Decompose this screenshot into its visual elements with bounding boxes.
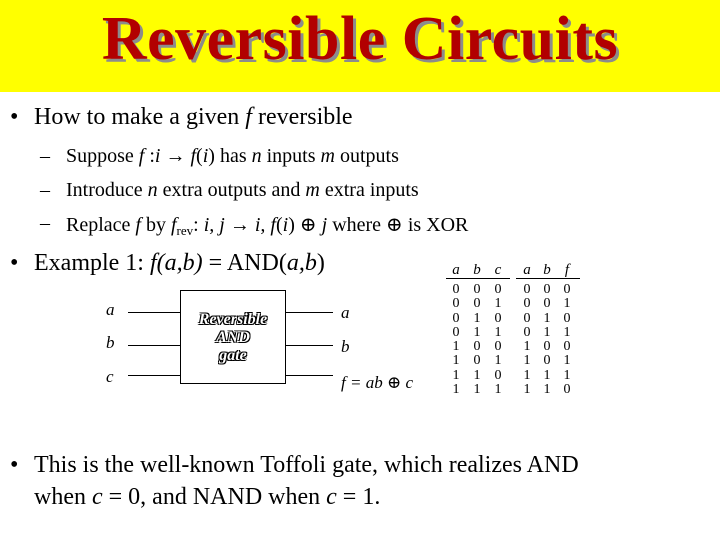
input-wire-b xyxy=(128,345,180,346)
tt-header-out-a: a xyxy=(523,262,531,278)
input-label-a: a xyxy=(106,300,115,319)
input-label-c: c xyxy=(106,367,114,386)
sub-bullet-3-text: Replace f by $f_{rev}$: i, j → i, f(i) ⊕ j where ⊕ is XOR xyxy=(66,214,469,238)
slide-title: Reversible Circuits xyxy=(101,5,619,73)
tt-header-out-b: b xyxy=(543,262,551,278)
output-label-a: a xyxy=(341,303,350,322)
input-wire-a xyxy=(128,312,180,313)
input-label-b: b xyxy=(106,333,115,352)
tt-header-out-f: f xyxy=(564,262,570,278)
tt-header-rule-out xyxy=(516,278,580,279)
tt-header-in-b: b xyxy=(473,262,481,278)
tt-col-out-f: 0 1 0 1 0 1 1 0 xyxy=(563,282,571,398)
tt-col-in-c: 0 1 0 1 0 1 0 1 xyxy=(494,282,502,398)
sub-bullet-marker: – xyxy=(40,179,50,201)
sub-bullet-2-text: Introduce n extra outputs and m extra inputs xyxy=(66,179,419,201)
bullet-1-text: How to make a given f reversible xyxy=(34,104,353,130)
output-wire-f xyxy=(285,375,333,376)
tt-header-rule-in xyxy=(446,278,510,279)
tt-col-in-b: 0 0 1 1 0 0 1 1 xyxy=(473,282,481,398)
bullet-2-text: Example 1: f(a,b) = AND(a,b) xyxy=(34,250,325,276)
output-wire-a xyxy=(285,312,333,313)
input-wire-c xyxy=(128,375,180,376)
sub-bullet-marker: – xyxy=(40,212,50,234)
bullet-marker: • xyxy=(10,104,19,130)
sub-bullet-1-text: Suppose f :i → f(i) has n inputs m outputs xyxy=(66,145,399,167)
tt-col-in-a: 0 0 0 0 1 1 1 1 xyxy=(452,282,460,398)
tt-col-out-b: 0 0 1 1 0 0 1 1 xyxy=(543,282,551,398)
output-wire-b xyxy=(285,345,333,346)
sub-bullet-marker: – xyxy=(40,145,50,167)
bullet-3-line-2: when c = 0, and NAND when c = 1. xyxy=(34,484,381,510)
tt-header-in-a: a xyxy=(452,262,460,278)
tt-header-in-c: c xyxy=(494,262,502,278)
bullet-3-line-1: This is the well-known Toffoli gate, which realizes AND xyxy=(34,452,579,478)
reversible-and-gate: Reversible AND gate xyxy=(180,290,286,384)
bullet-marker: • xyxy=(10,250,19,276)
tt-col-out-a: 0 0 0 0 1 1 1 1 xyxy=(523,282,531,398)
output-label-f: f = ab ⊕ c xyxy=(341,373,413,392)
bullet-marker: • xyxy=(10,452,19,478)
output-label-b: b xyxy=(341,337,350,356)
